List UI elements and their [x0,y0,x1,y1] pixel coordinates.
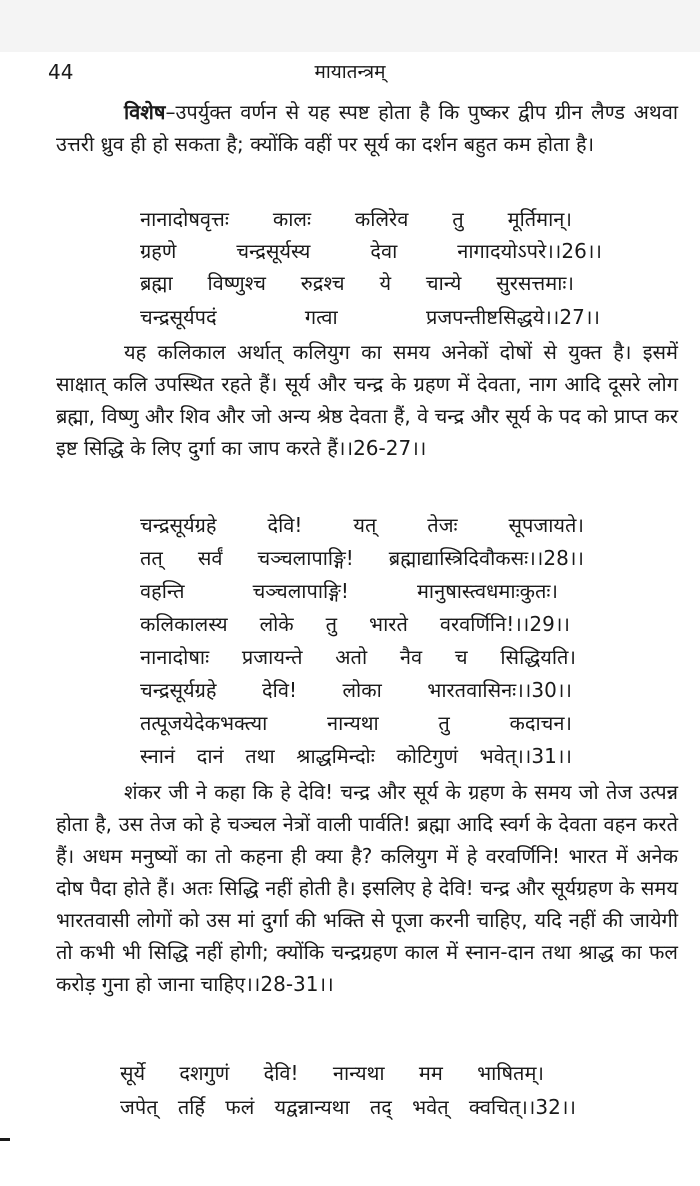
verse-line: वहन्ति चञ्चलापाङ्गि! मानुषास्त्वधमाःकुतः। [140,579,558,603]
verse-line: नानादोषाः प्रजायन्ते अतो नैव च सिद्धियति। [140,645,576,669]
verse-line: चन्द्रसूर्यपदं गत्वा प्रजपन्तीष्टसिद्धये।।27।। [140,305,600,329]
note-paragraph [56,96,678,160]
note-text: –उपर्युक्त वर्णन से यह स्पष्ट होता है कि पुष्कर द्वीप ग्रीन लैण्ड अथवा उत्तरी ध्रुव ही हो सकता है; क्योंकि वहीं पर सूर्य का दर्शन बहुत कम होता है। [56,100,678,156]
verse-line: स्नानं दानं तथा श्राद्धमिन्दोः कोटिगुणं भवेत्।।31।। [140,744,572,768]
translation-26-27: यह कलिकाल अर्थात् कलियुग का समय अनेकों दोषों से युक्त है। इसमें साक्षात् कलि उपस्थित रहते हैं। सूर्य और चन्द्र के ग्रहण में देवता, नाग आदि दूसरे लोग ब्रह्मा, विष्णु और शिव और जो अन्य श्रेष्ठ देवता हैं, वे चन्द्र और सूर्य के पद को प्राप्त कर इष्ट सिद्धि के लिए दुर्गा का जाप करते हैं।।26-27।। [56,340,678,460]
page-number: 44 [48,60,74,84]
verse-line: सूर्ये दशगुणं देवि! नान्यथा मम भाषितम्। [120,1061,544,1085]
note-label: विशेष [124,100,166,124]
verse-line: जपेत् तर्हि फलं यद्वन्नान्यथा तद् भवेत् क्वचित्।।32।। [120,1095,576,1119]
verse-line: तत्पूजयेदेकभक्त्या नान्यथा तु कदाचन। [140,711,572,735]
verse-line: ब्रह्मा विष्णुश्च रुद्रश्च ये चान्ये सुरसत्तमाः। [140,271,574,295]
verse-line: चन्द्रसूर्यग्रहे देवि! लोका भारतवासिनः।।30।। [140,678,572,702]
verse-line: तत् सर्वं चञ्चलापाङ्गि! ब्रह्माद्यास्त्रिदिवौकसः।।28।। [140,546,584,570]
page-edge-mark [0,1138,10,1141]
verse-line: नानादोषवृत्तः कालः कलिरेव तु मूर्तिमान्। [140,207,572,231]
page-header [0,58,700,90]
running-title: मायातन्त्रम् [314,61,386,83]
verse-line: ग्रहणे चन्द्रसूर्यस्य देवा नागादयोऽपरे।।26।। [140,239,602,263]
verse-line: चन्द्रसूर्यग्रहे देवि! यत् तेजः सूपजायते। [140,513,584,537]
translation-28-31: शंकर जी ने कहा कि हे देवि! चन्द्र और सूर्य के ग्रहण के समय जो तेज उत्पन्न होता है, उस तेज को हे चञ्चल नेत्रों वाली पार्वति! ब्रह्मा आदि स्वर्ग के देवता वहन करते हैं। अधम मनुष्यों का तो कहना ही क्या है? कलियुग में हे वरवर्णिनि! भारत में अनेक दोष पैदा होते हैं। अतः सिद्धि नहीं होती है। इसलिए हे देवि! चन्द्र और सूर्यग्रहण के समय भारतवासी लोगों को उस मां दुर्गा की भक्ति से पूजा करनी चाहिए, यदि नहीं की जायेगी तो कभी भी सिद्धि नहीं होगी; क्योंकि चन्द्रग्रहण काल में स्नान-दान तथा श्राद्ध का फल करोड़ गुना हो जाना चाहिए।।28-31।। [56,780,678,996]
verse-line: कलिकालस्य लोके तु भारते वरवर्णिनि!।।29।। [140,612,570,636]
